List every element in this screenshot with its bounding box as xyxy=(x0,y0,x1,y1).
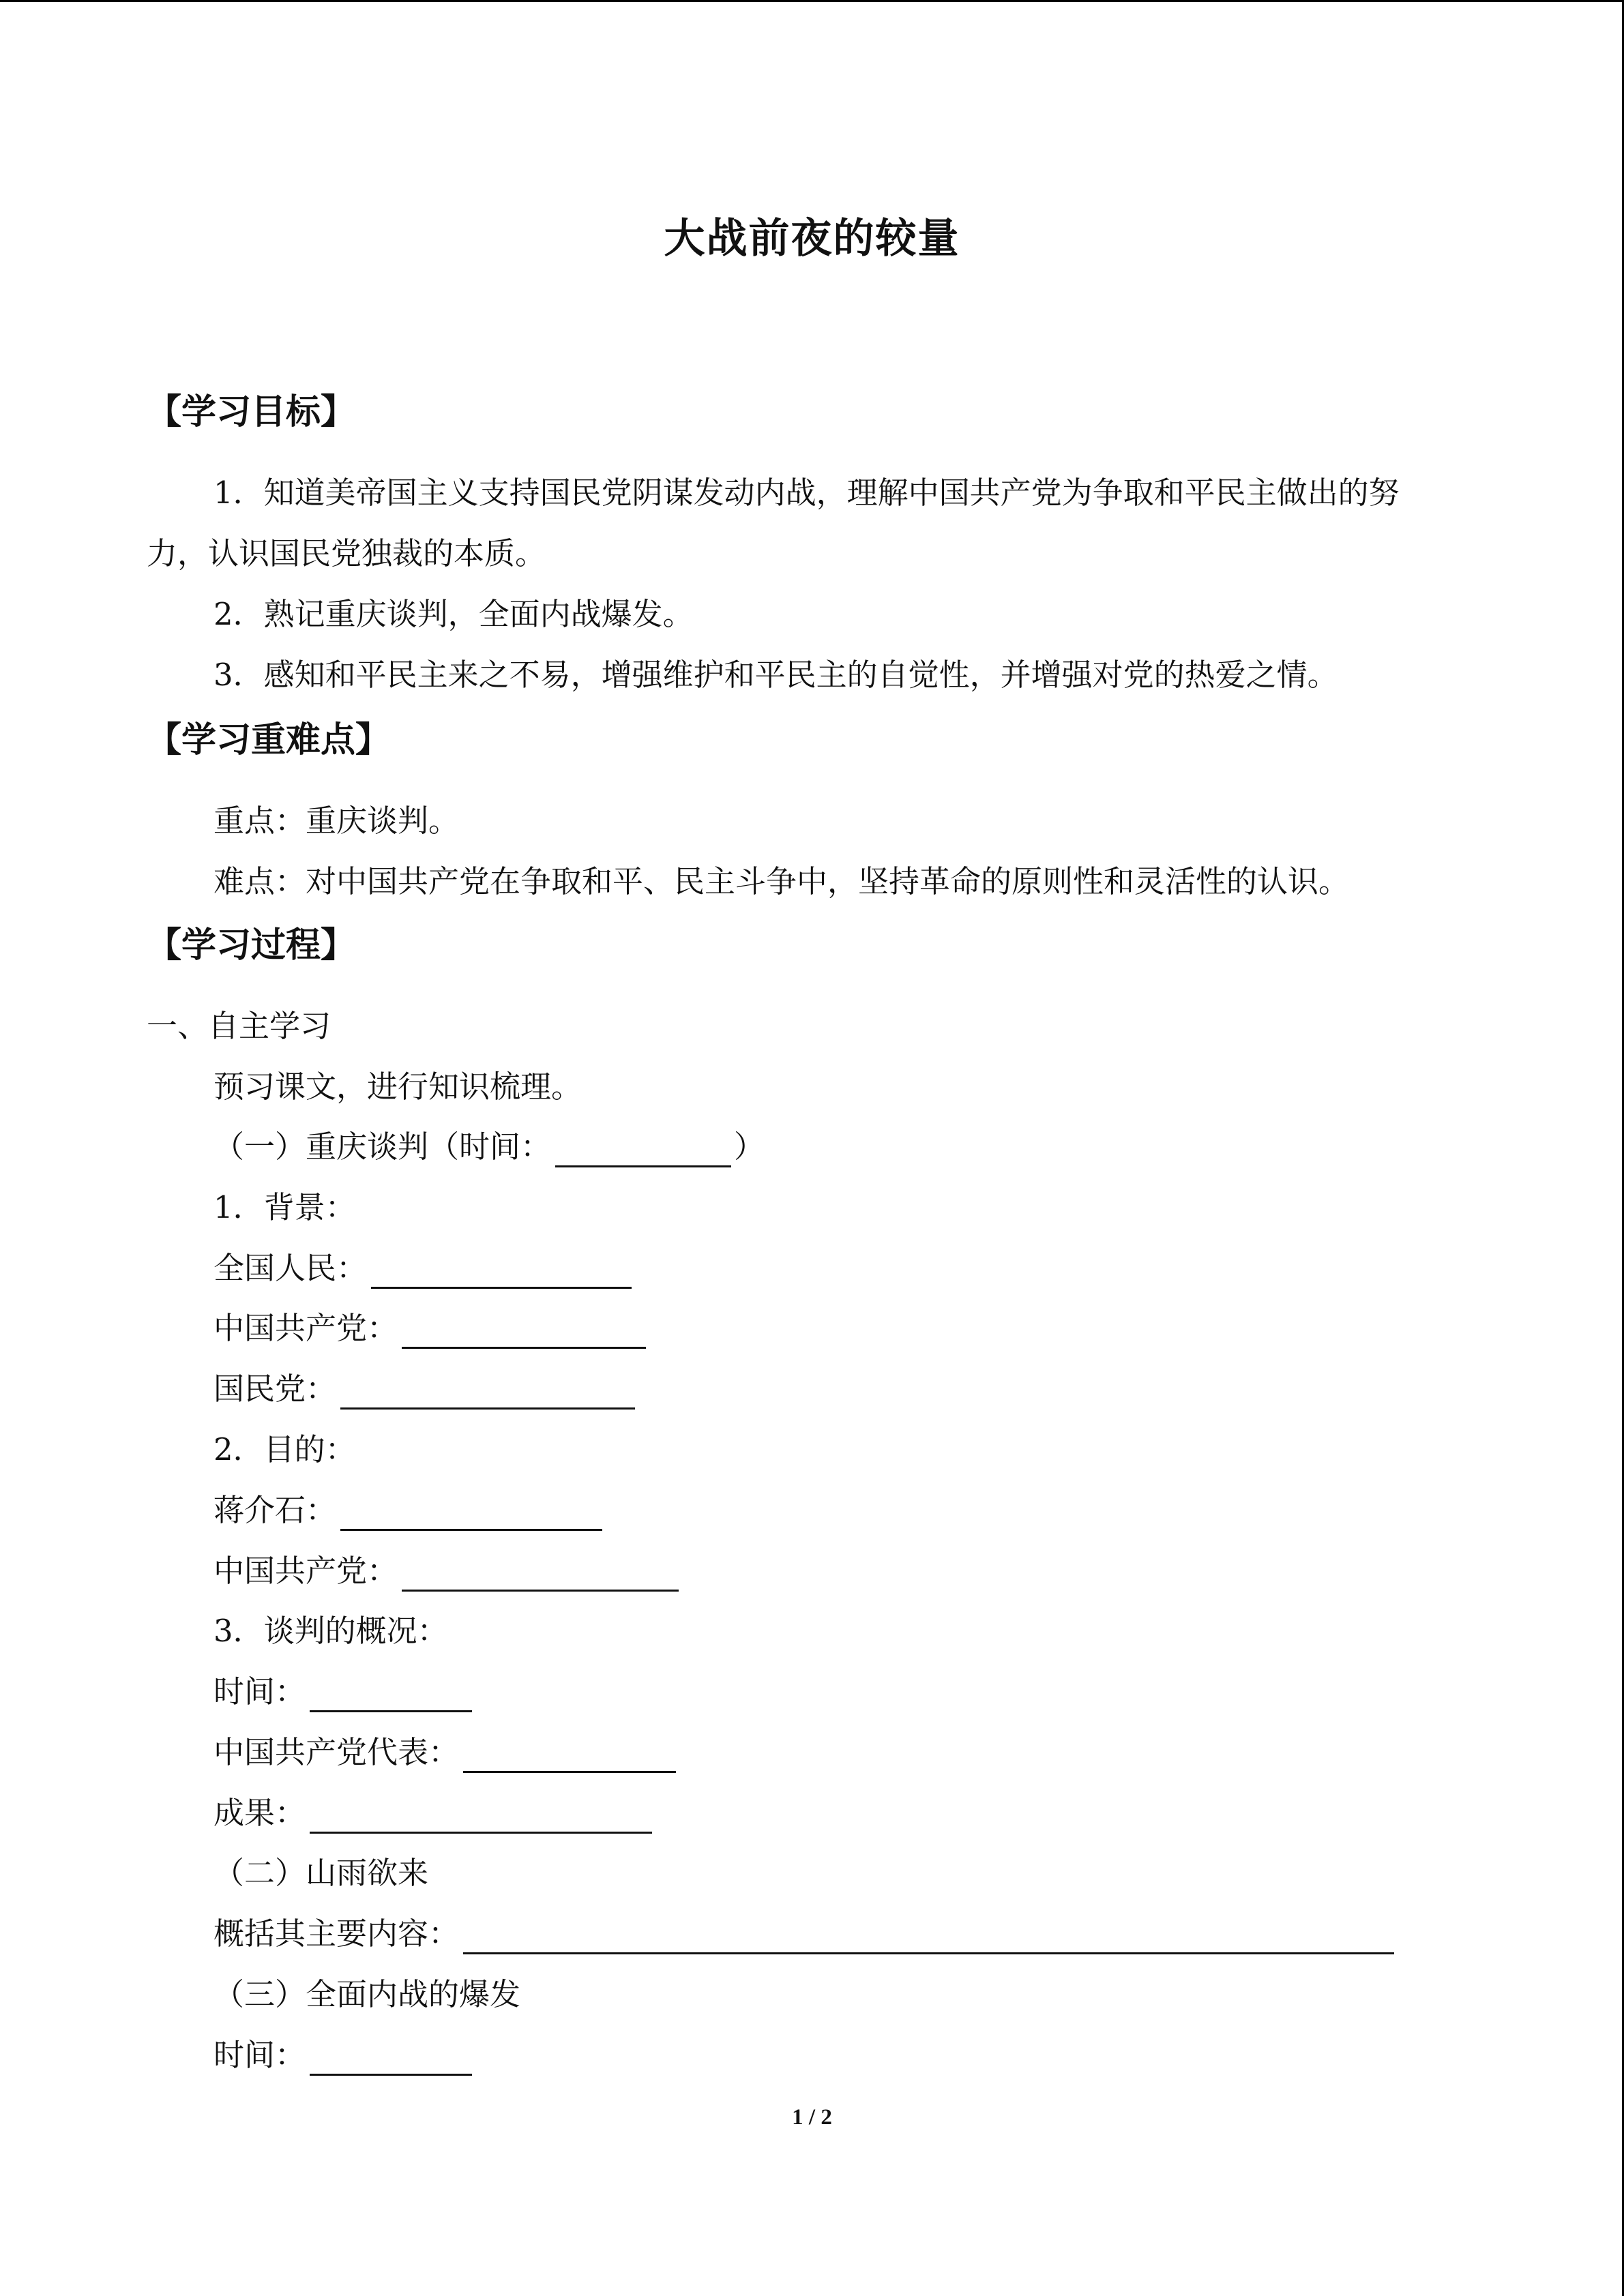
heading-learning-process: 【学习过程】 xyxy=(147,925,356,966)
purpose-label: 2．目的： xyxy=(213,1431,356,1467)
cpc-purpose-row xyxy=(213,1551,681,1592)
cpc-background-row xyxy=(213,1308,649,1349)
people-row xyxy=(213,1248,634,1289)
heading-learning-goals: 【学习目标】 xyxy=(147,392,356,432)
cpc-representative-blank[interactable] xyxy=(463,1734,676,1773)
outbreak-time-row xyxy=(213,2035,475,2076)
cpc-purpose-label: 中国共产党： xyxy=(213,1553,398,1589)
summary-row xyxy=(213,1913,1397,1954)
background-label: 1．背景： xyxy=(213,1189,356,1225)
heading-key-points: 【学习重难点】 xyxy=(147,720,391,760)
outbreak-time-label: 时间： xyxy=(213,2037,306,2073)
summary-blank[interactable] xyxy=(463,1915,1394,1954)
part-one-intro: 预习课文，进行知识梳理。 xyxy=(213,1069,582,1105)
cpc-representative-row xyxy=(213,1732,679,1773)
subsection-chongqing-negotiation xyxy=(213,1127,765,1167)
page-border-top xyxy=(0,0,1624,2)
kmt-blank[interactable] xyxy=(340,1371,635,1410)
overview-label: 3．谈判的概况： xyxy=(213,1613,448,1649)
kmt-label: 国民党： xyxy=(213,1371,337,1407)
negotiation-date-blank[interactable] xyxy=(310,1673,472,1712)
kmt-row xyxy=(213,1369,638,1410)
chiang-row xyxy=(213,1490,605,1531)
summary-label: 概括其主要内容： xyxy=(213,1915,460,1952)
people-label: 全国人民： xyxy=(213,1250,368,1286)
chiang-blank[interactable] xyxy=(340,1492,602,1531)
subsection-gathering-storm: （二）山雨欲来 xyxy=(213,1855,429,1891)
result-blank[interactable] xyxy=(310,1795,652,1834)
difficult-point: 难点：对中国共产党在争取和平、民主斗争中，坚持革命的原则性和灵活性的认识。 xyxy=(213,863,1350,899)
page-number: 1 / 2 xyxy=(792,2105,832,2130)
subsection-one-close: ） xyxy=(734,1129,765,1165)
part-one-title: 一、自主学习 xyxy=(147,1008,331,1044)
subsection-one-label: （一）重庆谈判（时间： xyxy=(213,1129,552,1165)
goal-item-3: 3．感知和平民主来之不易，增强维护和平民主的自觉性，并增强对党的热爱之情。 xyxy=(213,657,1338,693)
cpc-representative-label: 中国共产党代表： xyxy=(213,1734,460,1770)
goal-item-2: 2．熟记重庆谈判，全面内战爆发。 xyxy=(213,596,694,632)
outbreak-time-blank[interactable] xyxy=(310,2037,472,2076)
goal-item-1: 1．知道美帝国主义支持国民党阴谋发动内战，理解中国共产党为争取和平民主做出的努 xyxy=(213,475,1400,511)
cpc-purpose-blank[interactable] xyxy=(402,1553,679,1592)
negotiation-time-label: 时间： xyxy=(213,1673,306,1710)
people-blank[interactable] xyxy=(371,1250,632,1289)
subsection-civil-war-outbreak: （三）全面内战的爆发 xyxy=(213,1976,521,2012)
chiang-label: 蒋介石： xyxy=(213,1492,337,1528)
cpc-background-blank[interactable] xyxy=(402,1310,646,1349)
document-title: 大战前夜的较量 xyxy=(664,215,960,263)
negotiation-time-row xyxy=(213,1671,475,1712)
negotiation-time-blank[interactable] xyxy=(555,1129,731,1167)
result-row xyxy=(213,1793,655,1834)
goal-item-1-continued: 力，认识国民党独裁的本质。 xyxy=(147,535,546,571)
cpc-background-label: 中国共产党： xyxy=(213,1310,398,1346)
key-point: 重点：重庆谈判。 xyxy=(213,803,460,839)
result-label: 成果： xyxy=(213,1795,306,1831)
